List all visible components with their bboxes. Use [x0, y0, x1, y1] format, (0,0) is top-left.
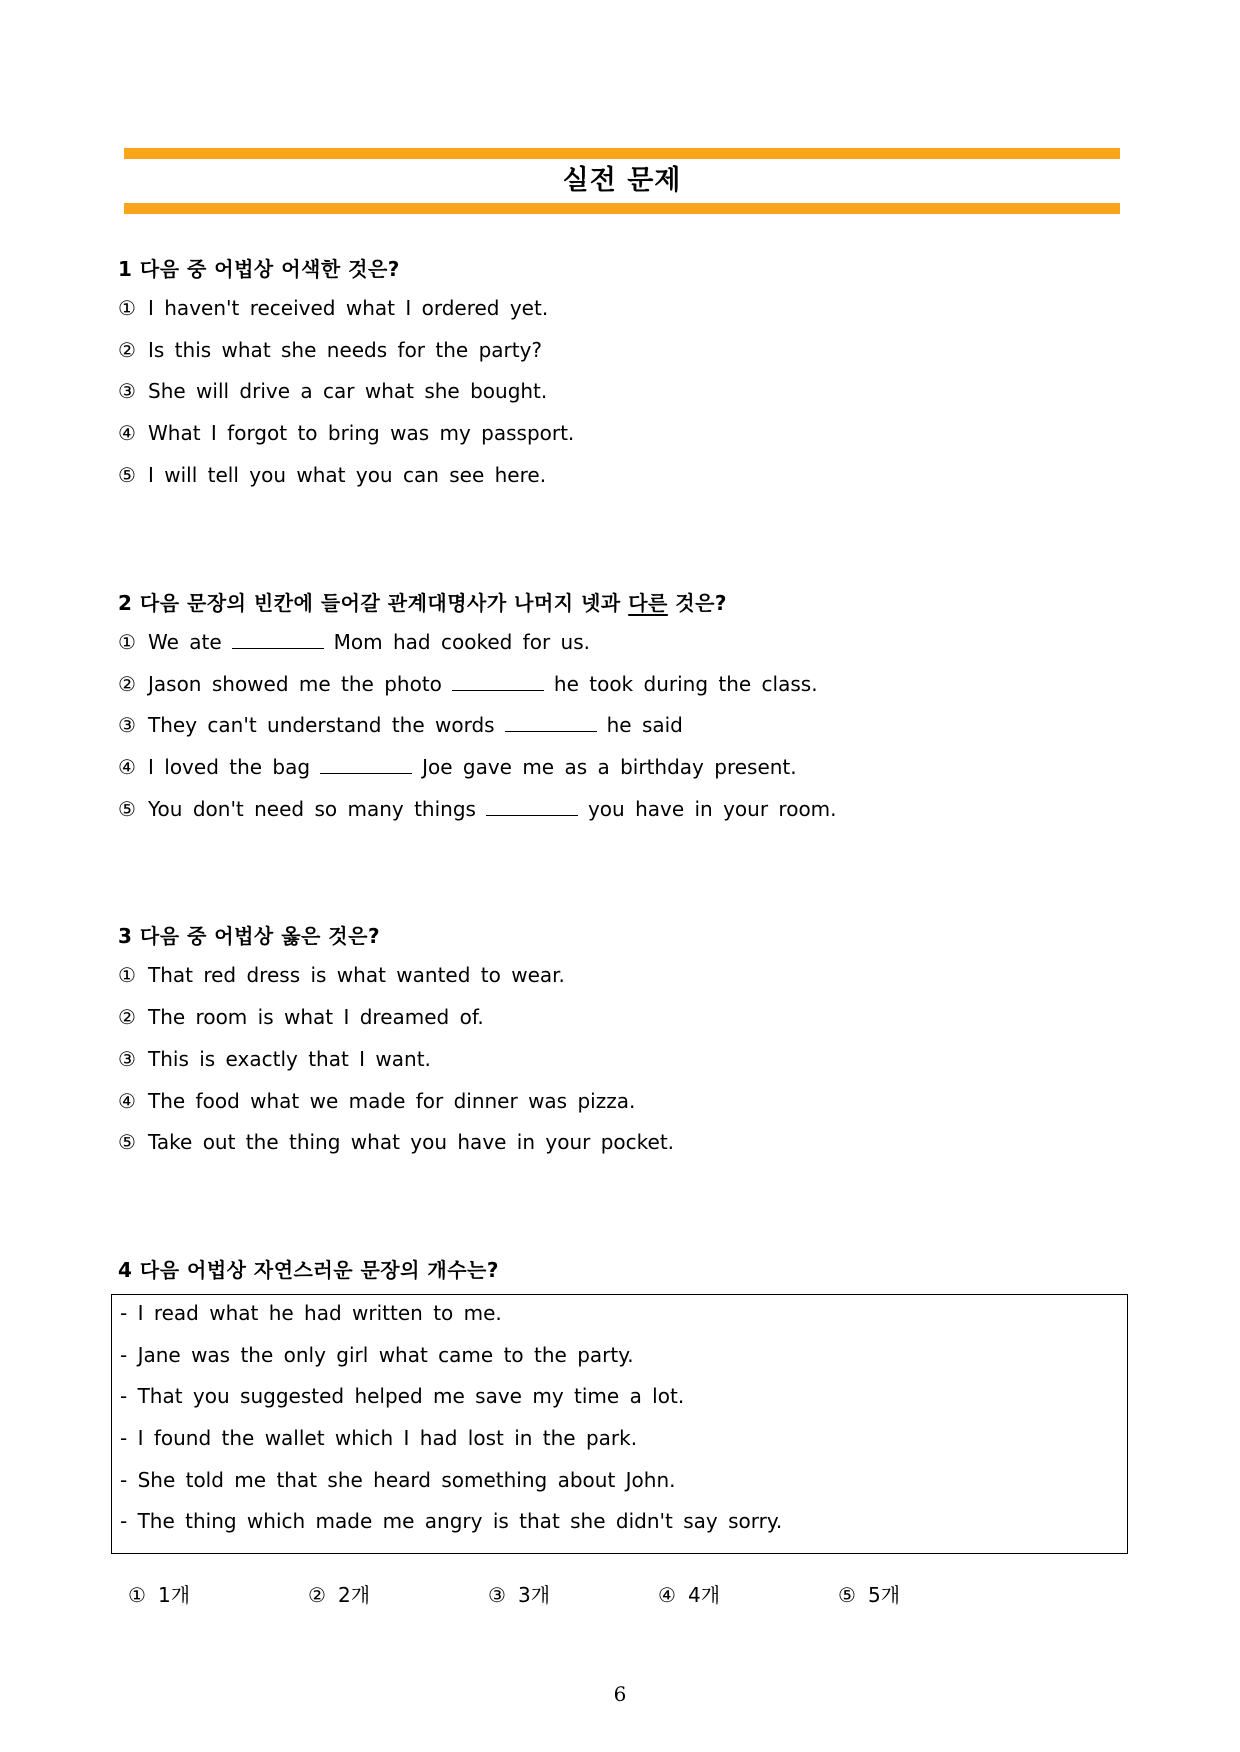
option-marker: ④ [658, 1583, 676, 1607]
question-4-choice-1 [128, 1579, 190, 1608]
option-text: Jason showed me the photo [148, 672, 442, 696]
answer-blank [320, 757, 412, 774]
answer-blank [232, 632, 324, 649]
question-2-option-4 [118, 755, 797, 779]
question-prompt: 다음 어법상 자연스러운 문장의 개수는? [139, 1258, 499, 1282]
option-text: Take out the thing what you have in your pocket. [148, 1130, 675, 1154]
box-sentence: - Jane was the only girl what came to the party. [120, 1343, 634, 1367]
option-marker: ③ [118, 713, 136, 737]
choice-text: 1개 [158, 1583, 191, 1607]
sentence-box [111, 1294, 1128, 1554]
option-marker: ④ [118, 755, 136, 779]
question-4-heading [118, 1254, 499, 1283]
option-marker: ③ [118, 379, 136, 403]
question-1-option-3 [118, 379, 547, 403]
question-prompt-end: 것은? [675, 591, 728, 615]
answer-blank [452, 674, 544, 691]
question-2-option-1 [118, 630, 590, 654]
option-marker: ② [118, 672, 136, 696]
option-text: This is exactly that I want. [148, 1047, 431, 1071]
question-3-option-2 [118, 1005, 484, 1029]
question-3-option-5 [118, 1130, 674, 1154]
choice-text: 2개 [338, 1583, 371, 1607]
question-4-choice-3 [488, 1579, 550, 1608]
question-2-heading [118, 587, 727, 616]
question-2-option-3 [118, 713, 683, 737]
option-text: They can't understand the words [148, 713, 495, 737]
choice-text: 3개 [518, 1583, 551, 1607]
page-title: 실전 문제 [562, 165, 682, 196]
option-text: We ate [148, 630, 222, 654]
option-text: That red dress is what wanted to wear. [148, 963, 565, 987]
option-marker: ⑤ [118, 797, 136, 821]
choice-text: 4개 [688, 1583, 721, 1607]
question-2-option-5 [118, 797, 837, 821]
box-sentence: - She told me that she heard something about John. [120, 1468, 676, 1492]
option-text-end: Joe gave me as a birthday present. [422, 755, 797, 779]
option-text: I loved the bag [148, 755, 311, 779]
question-4-choice-5 [838, 1579, 900, 1608]
answer-blank [486, 799, 578, 816]
option-marker: ③ [488, 1583, 506, 1607]
question-number: 3 [118, 924, 133, 948]
question-3-option-3 [118, 1047, 431, 1071]
question-1-option-4 [118, 421, 574, 445]
question-4-choice-4 [658, 1579, 720, 1608]
header-bar-bottom [124, 203, 1120, 214]
choice-text: 5개 [868, 1583, 901, 1607]
option-marker: ④ [118, 421, 136, 445]
question-prompt: 다음 문장의 빈칸에 들어갈 관계대명사가 나머지 넷과 [139, 591, 621, 615]
option-text: The room is what I dreamed of. [148, 1005, 484, 1029]
option-text: I will tell you what you can see here. [148, 463, 547, 487]
option-text-end: he took during the class. [553, 672, 818, 696]
option-text: The food what we made for dinner was pizza. [148, 1089, 636, 1113]
question-3-heading [118, 920, 380, 949]
question-number: 1 [118, 257, 133, 281]
option-marker: ① [128, 1583, 146, 1607]
box-sentence: - I found the wallet which I had lost in the park. [120, 1426, 638, 1450]
answer-blank [505, 715, 597, 732]
question-prompt: 다음 중 어법상 어색한 것은? [139, 257, 400, 281]
option-text-end: he said [606, 713, 683, 737]
question-1-option-2 [118, 338, 542, 362]
question-1-heading [118, 253, 400, 282]
box-sentence: - The thing which made me angry is that she didn't say sorry. [120, 1509, 783, 1533]
option-marker: ② [118, 338, 136, 362]
question-number: 2 [118, 591, 133, 615]
option-marker: ① [118, 630, 136, 654]
page-number: 6 [613, 1682, 627, 1706]
option-text: What I forgot to bring was my passport. [148, 421, 575, 445]
option-marker: ⑤ [118, 463, 136, 487]
option-marker: ③ [118, 1047, 136, 1071]
option-marker: ④ [118, 1089, 136, 1113]
option-marker: ① [118, 296, 136, 320]
option-text: Is this what she needs for the party? [148, 338, 543, 362]
option-marker: ② [308, 1583, 326, 1607]
option-marker: ① [118, 963, 136, 987]
option-text-end: you have in your room. [587, 797, 837, 821]
option-text: You don't need so many things [148, 797, 476, 821]
question-3-option-4 [118, 1089, 635, 1113]
question-number: 4 [118, 1258, 133, 1282]
option-marker: ② [118, 1005, 136, 1029]
question-2-option-2 [118, 672, 818, 696]
question-prompt-underlined: 다른 [628, 591, 668, 615]
option-marker: ⑤ [838, 1583, 856, 1607]
box-sentence: - I read what he had written to me. [120, 1301, 502, 1325]
question-1-option-1 [118, 296, 548, 320]
box-sentence: - That you suggested helped me save my time a lot. [120, 1384, 685, 1408]
question-prompt: 다음 중 어법상 옳은 것은? [139, 924, 381, 948]
question-1-option-5 [118, 463, 546, 487]
question-4-choice-2 [308, 1579, 370, 1608]
option-marker: ⑤ [118, 1130, 136, 1154]
option-text-end: Mom had cooked for us. [333, 630, 590, 654]
option-text: I haven't received what I ordered yet. [148, 296, 549, 320]
option-text: She will drive a car what she bought. [148, 379, 548, 403]
question-3-option-1 [118, 963, 565, 987]
